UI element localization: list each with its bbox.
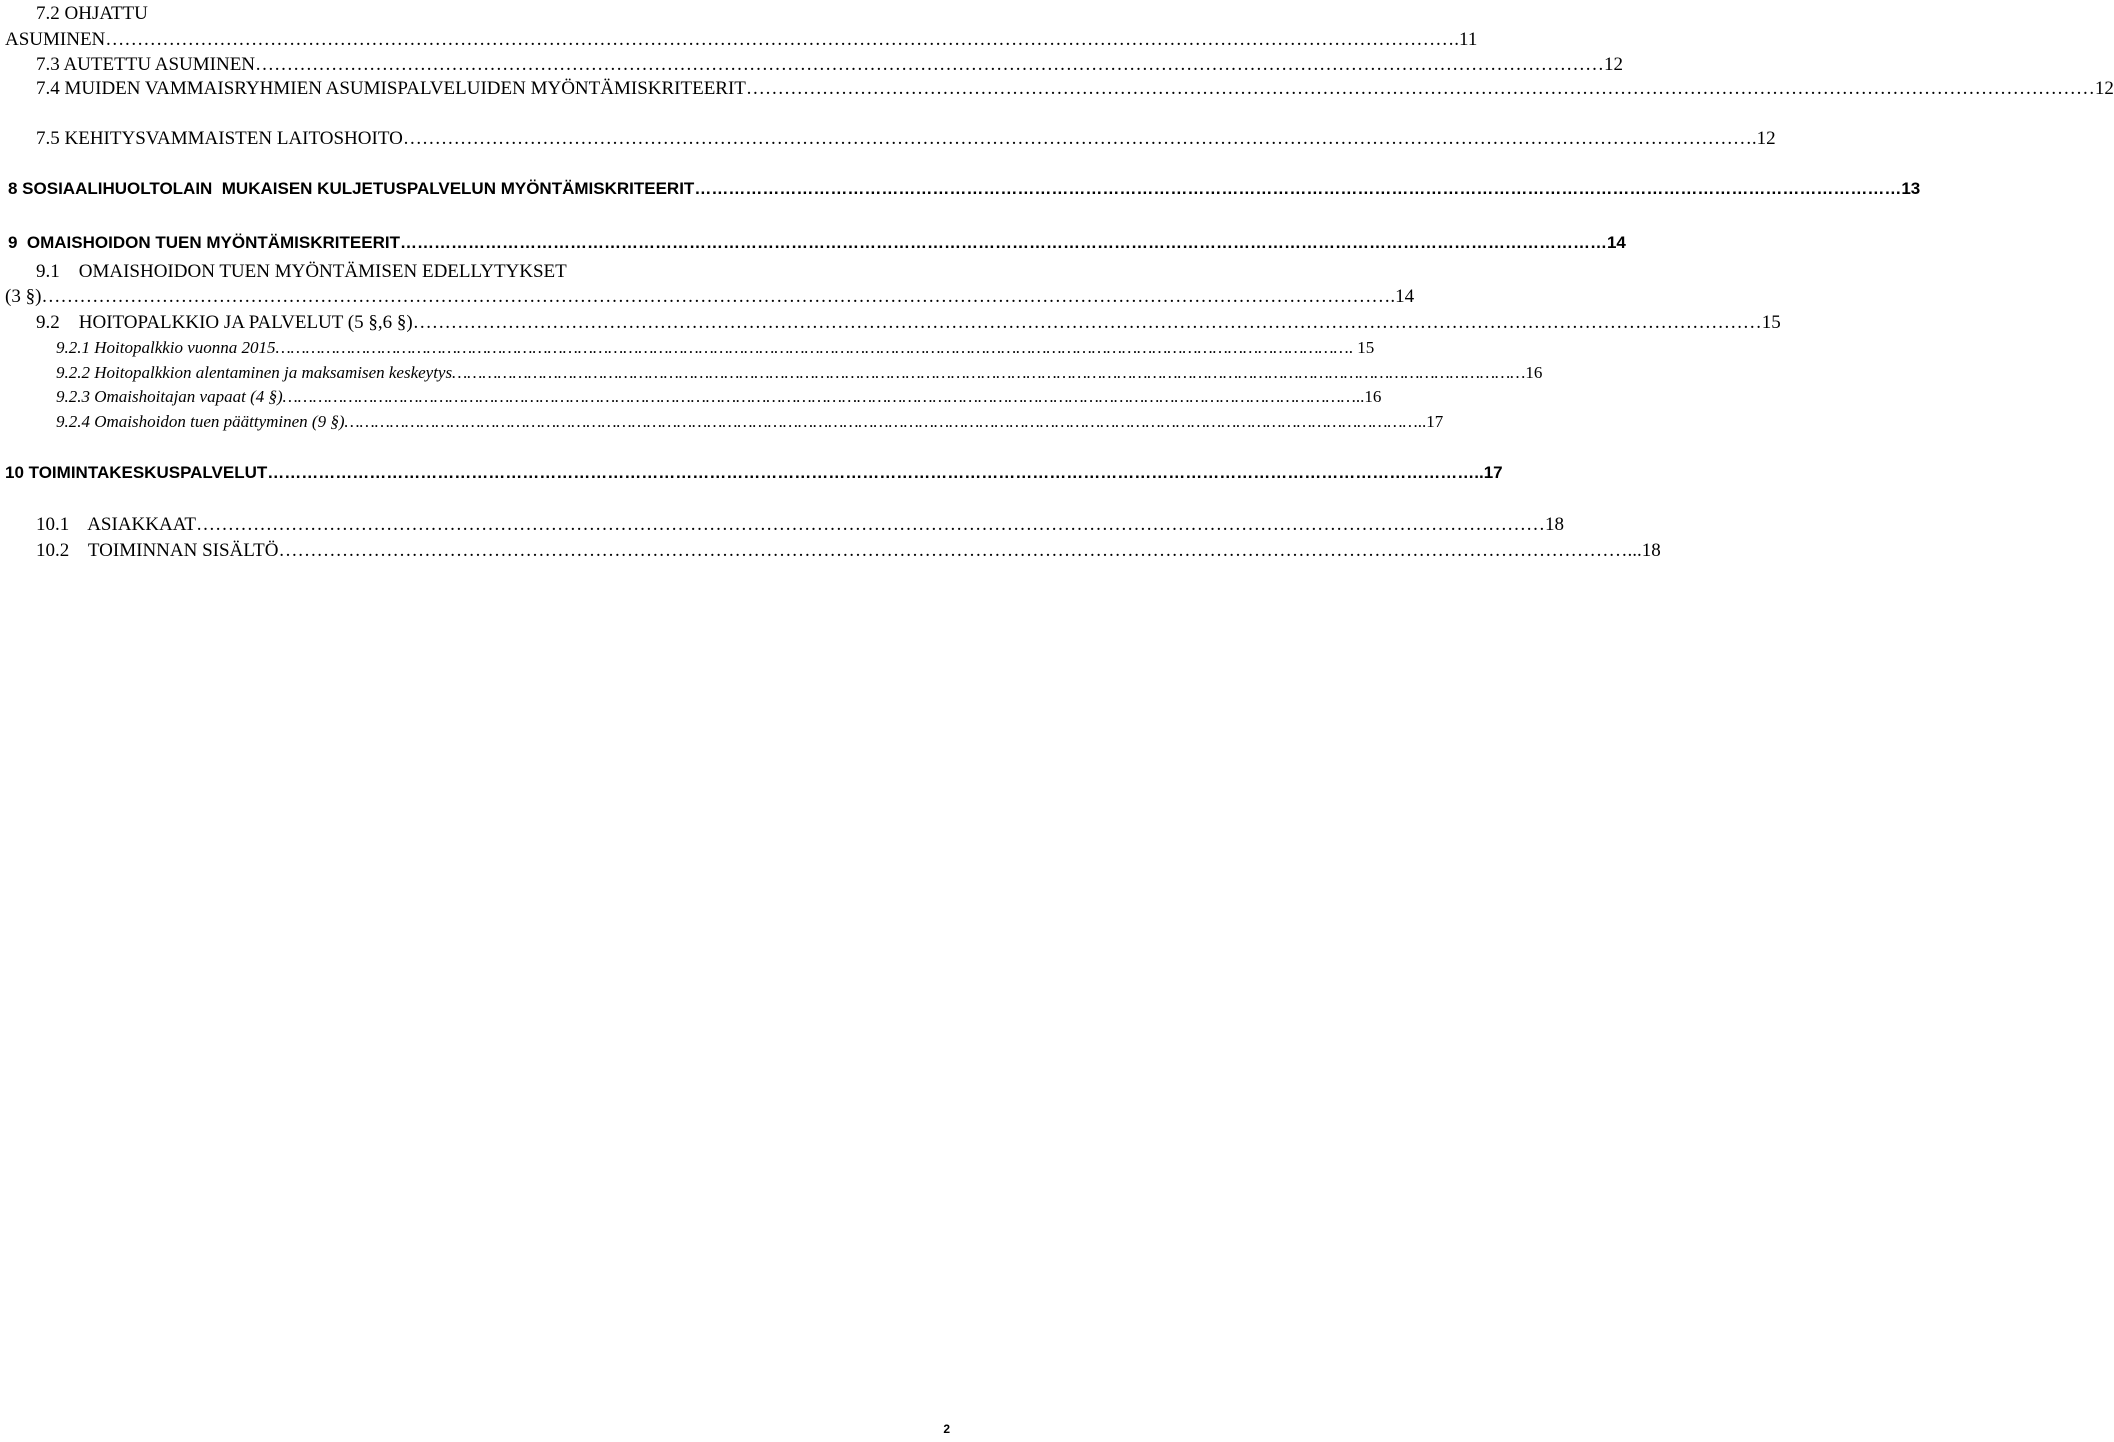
toc-entry-9-2-4: 9.2.4 Omaishoidon tuen päättyminen (9 §) …………………………………………………………………………………………………………………………………………………………………………………………… ..17	[56, 413, 940, 430]
toc-entry-9-1: 9.1 OMAISHOIDON TUEN MYÖNTÄMISEN EDELLYTYKSET	[36, 261, 567, 282]
toc-entry-10: 10 TOIMINTAKESKUSPALVELUT …………………………………………………………………………………………………………………………………………………………………………………………… ..17	[5, 464, 939, 481]
toc-entry-10-1: 10.1 ASIAKKAAT …………………………………………………………………………………………………………………………………………………………………………………………… 18	[36, 515, 940, 534]
toc-entry-9: 9 OMAISHOIDON TUEN MYÖNTÄMISKRITEERIT …………………………………………………………………………………………………………………………………………………………………………………………… 14	[8, 234, 952, 251]
toc-entry-7-4: 7.4 MUIDEN VAMMAISRYHMIEN ASUMISPALVELUIDEN MYÖNTÄMISKRITEERIT …………………………………………………………………………………………………………………………………………………………………………………………… 12	[36, 79, 954, 98]
toc-entry-10-2: 10.2 TOIMINNAN SISÄLTÖ …………………………………………………………………………………………………………………………………………………………………………………………… ...18	[36, 541, 940, 560]
toc-entry-9-1-cont: (3 §) …………………………………………………………………………………………………………………………………………………………………………………………… .14	[5, 287, 307, 306]
toc-entry-9-2: 9.2 HOITOPALKKIO JA PALVELUT (5 §,6 §) …………………………………………………………………………………………………………………………………………………………………………………………… 15	[36, 313, 964, 332]
toc-entry-7-2: 7.2 OHJATTU	[36, 3, 148, 24]
toc-entry-8: 8 SOSIAALIHUOLTOLAIN MUKAISEN KULJETUSPALVELUN MYÖNTÄMISKRITEERIT …………………………………………………………………………………………………………………………………………………………………………………………… 13	[8, 180, 946, 197]
toc-entry-7-2-cont: ASUMINEN …………………………………………………………………………………………………………………………………………………………………………………………… .11	[5, 30, 797, 49]
toc-entry-9-2-1: 9.2.1 Hoitopalkkio vuonna 2015 …………………………………………………………………………………………………………………………………………………………………………………………… . 15	[56, 339, 936, 356]
toc-entry-9-2-3: 9.2.3 Omaishoitajan vapaat (4 §) …………………………………………………………………………………………………………………………………………………………………………………………… ..16	[56, 388, 938, 405]
toc-entry-9-2-2: 9.2.2 Hoitopalkkion alentaminen ja maksamisen keskeytys …………………………………………………………………………………………………………………………………………………………………………………………… 16	[56, 364, 940, 381]
toc-entry-7-5: 7.5 KEHITYSVAMMAISTEN LAITOSHOITO …………………………………………………………………………………………………………………………………………………………………………………………… .12	[36, 129, 954, 148]
page-number: 2	[943, 1422, 950, 1436]
toc-entry-7-3: 7.3 AUTETTU ASUMINEN …………………………………………………………………………………………………………………………………………………………………………………………… 12	[36, 55, 954, 74]
